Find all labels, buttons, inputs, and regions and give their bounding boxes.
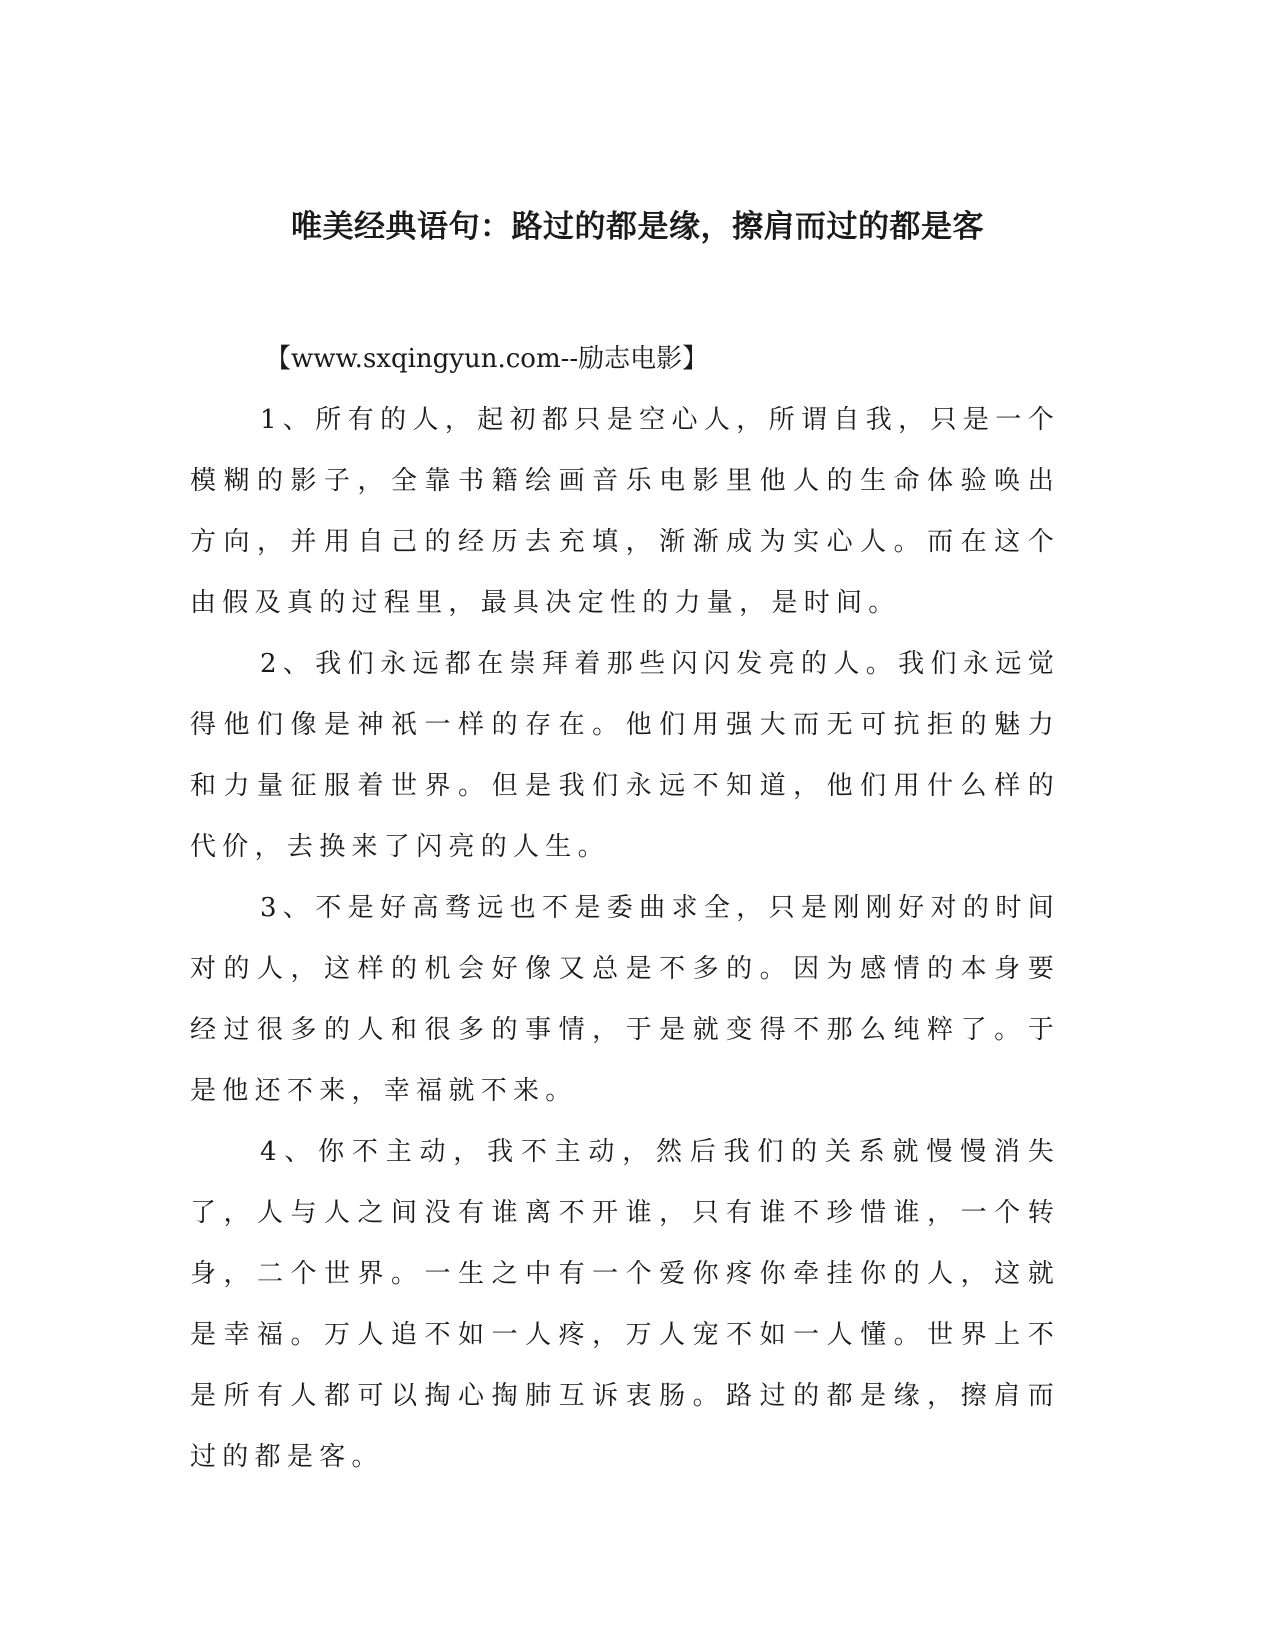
paragraph-3: 3、不是好高骛远也不是委曲求全，只是刚刚好对的时间对的人，这样的机会好像又总是不多的。因为感情的本身要经过很多的人和很多的事情，于是就变得不那么纯粹了。于是他还不来，幸福就不来。	[190, 893, 1060, 1106]
paragraph-1: 1、所有的人，起初都只是空心人，所谓自我，只是一个模糊的影子，全靠书籍绘画音乐电影里他人的生命体验唤出方向，并用自己的经历去充填，渐渐成为实心人。而在这个由假及真的过程里，最具决定性的力量，是时间。	[190, 405, 1060, 618]
paragraph-4: 4、你不主动，我不主动，然后我们的关系就慢慢消失了，人与人之间没有谁离不开谁，只有谁不珍惜谁，一个转身，二个世界。一生之中有一个爱你疼你牵挂你的人，这就是幸福。万人追不如一人疼，万人宠不如一人懂。世界上不是所有人都可以掏心掏肺互诉衷肠。路过的都是缘，擦肩而过的都是客。	[190, 1137, 1060, 1472]
paragraph-2: 2、我们永远都在崇拜着那些闪闪发亮的人。我们永远觉得他们像是神祇一样的存在。他们用强大而无可抗拒的魅力和力量征服着世界。但是我们永远不知道，他们用什么样的代价，去换来了闪亮的人生。	[190, 649, 1060, 862]
document-body	[190, 328, 1060, 1488]
document-title: 唯美经典语句：路过的都是缘，擦肩而过的都是客	[291, 209, 984, 245]
source-line: 【www.sxqingyun.com--励志电影】	[265, 344, 709, 374]
